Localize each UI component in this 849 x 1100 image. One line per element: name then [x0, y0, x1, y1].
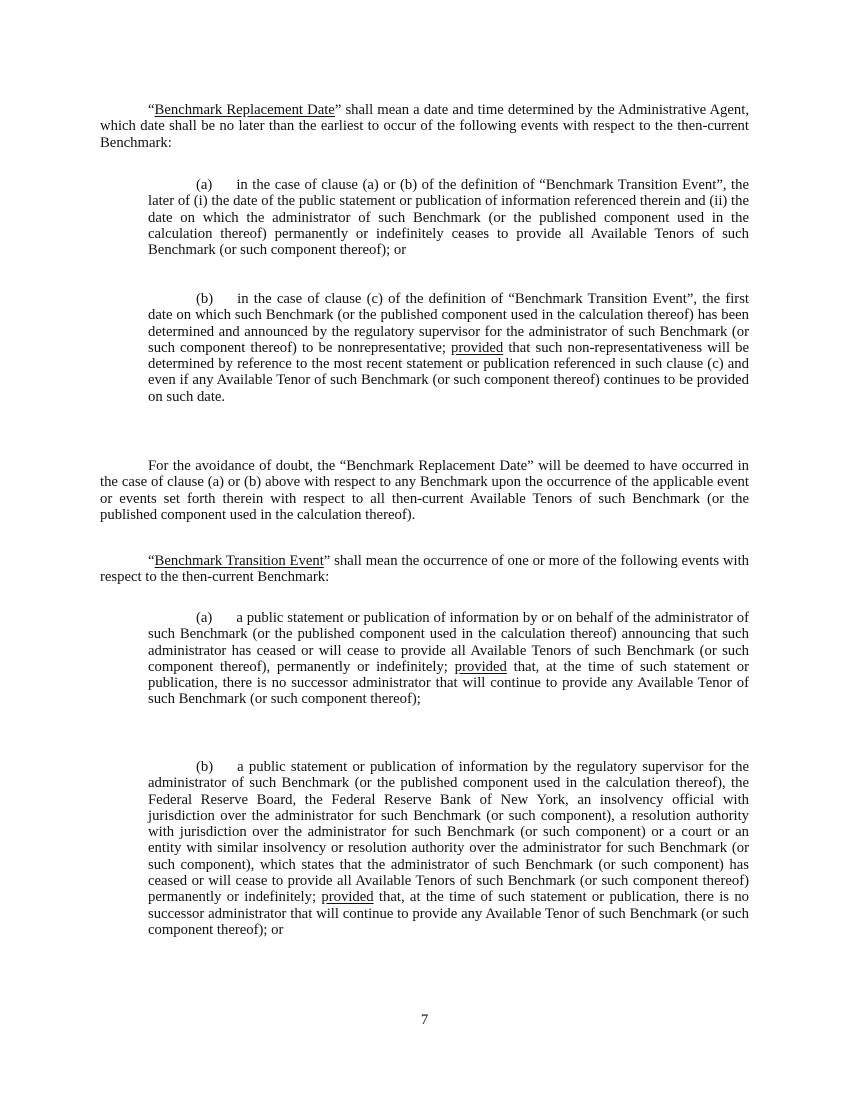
open-quote: “ — [148, 553, 155, 569]
clause-item — [148, 610, 749, 708]
clause-item — [148, 759, 749, 938]
clause-label: (b) — [196, 291, 214, 307]
paragraph-text: For the avoidance of doubt, the “Benchmark Replacement Date” will be deemed to have occurred in the case of clause (a) or (b) above with respect to any Benchmark upon the occurrence of the applicable event or events set forth therein with respect to all then-current Available Tenors of such Benchmark (or the published component used in the calculation thereof). — [100, 458, 749, 523]
proviso-term: provided — [454, 658, 507, 675]
definition-benchmark-replacement-date — [100, 102, 749, 151]
clause-label: (a) — [196, 177, 213, 193]
clause-label: (a) — [196, 610, 213, 626]
clause-text: a public statement or publication of information by or on behalf of the administrator of such Benchmark (or the published component used in the calculation thereof) announcing that such administrator has ceased or will cease to provide all Available Tenors of such Benchmark (or such component thereof), permanently or indefinitely; — [148, 610, 749, 675]
clause-item — [148, 177, 749, 258]
clause-text: that, at the time of such statement or publication, there is no successor administrator that will continue to provide any Available Tenor of such Benchmark (or such component thereof); — [148, 658, 749, 708]
proviso-term: provided — [321, 889, 374, 906]
definition-text: ” shall mean the occurrence of one or more of the following events with respect to the then-current Benchmark: — [100, 553, 749, 586]
clause-text: in the case of clause (c) of the definition of “Benchmark Transition Event”, the first date on which such Benchmark (or the published component used in the calculation thereof) has been determined and announced by the regulatory supervisor for the administrator of such Benchmark (or such component thereof) to be nonrepresentative; — [148, 291, 749, 356]
clause-text: in the case of clause (a) or (b) of the definition of “Benchmark Transition Event”, the later of (i) the date of the public statement or publication of information referenced therein and (ii) the date on which the administrator of such Benchmark (or the published component used in the calculation thereof) permanently or indefinitely ceases to provide all Available Tenors of such Benchmark (or such component thereof); or — [148, 177, 749, 259]
open-quote: “ — [148, 102, 155, 118]
avoidance-of-doubt-paragraph — [100, 458, 749, 523]
clause-text: that such non-representativeness will be determined by reference to the most recent statement or publication referenced in such clause (c) and even if any Available Tenor of such Benchmark (or such component thereof) continues to be provided on such date. — [148, 339, 749, 405]
clause-text: that, at the time of such statement or publication, there is no successor administrator that will continue to provide any Available Tenor of such Benchmark (or such component thereof); or — [148, 889, 750, 938]
clause-item — [148, 291, 749, 405]
clause-label: (b) — [196, 759, 214, 775]
clause-text: a public statement or publication of information by the regulatory supervisor for the administrator of such Benchmark (or the published component used in the calculation thereof), the Federal Reserve Board, the Federal Reserve Bank of New York, an insolvency official with jurisdiction over the administrator for such Benchmark (or such component), a resolution authority with jurisdiction over the administrator for such Benchmark (or such component) or a court or an entity with similar insolvency or resolution authority over the administrator for such Benchmark (or such component), which states that the administrator of such Benchmark (or such component) has ceased or will cease to provide all Available Tenors of such Benchmark (or such component thereof) permanently or indefinitely; — [148, 759, 749, 906]
defined-term: Benchmark Transition Event — [154, 553, 324, 569]
definition-text: ” shall mean a date and time determined by the Administrative Agent, which date shall be no later than the earliest to occur of the following events with respect to the then-current Benchmark: — [100, 102, 750, 151]
defined-term: Benchmark Replacement Date — [154, 102, 335, 118]
page-number: 7 — [420, 1012, 429, 1028]
definition-benchmark-transition-event — [100, 553, 749, 586]
proviso-term: provided — [451, 339, 504, 356]
